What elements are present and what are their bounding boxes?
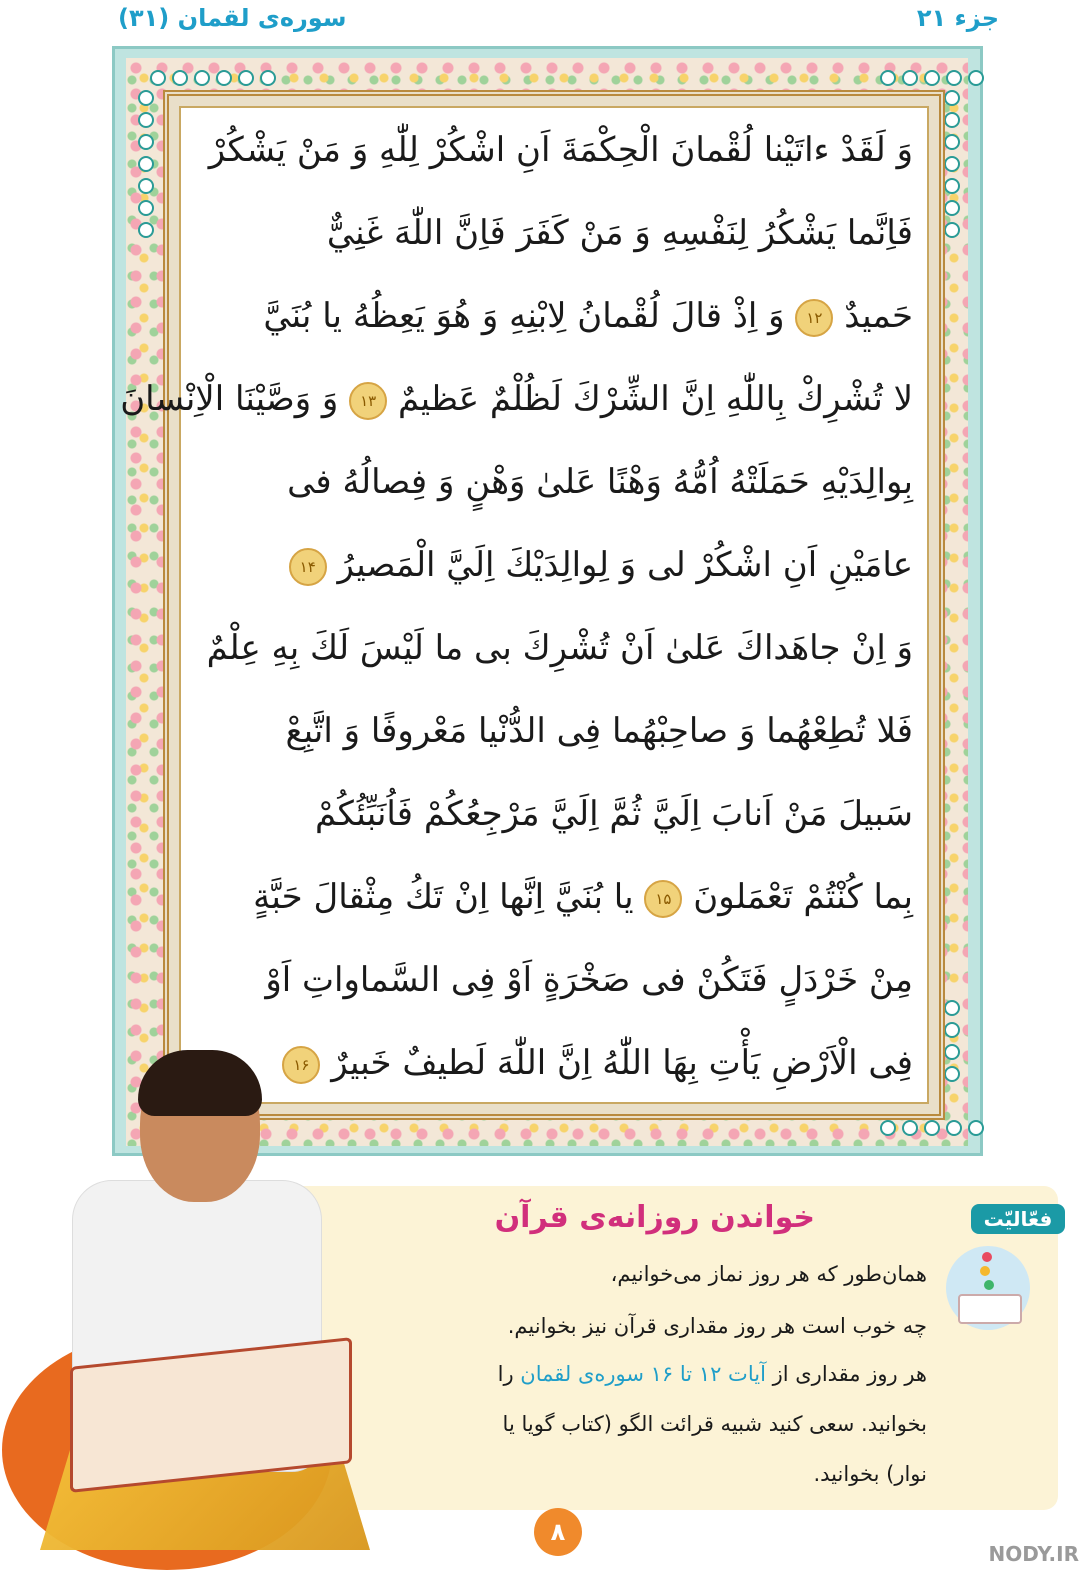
activity-line-1: همان‌طور که هر روز نماز می‌خوانیم،: [610, 1262, 927, 1286]
ayah-line-6: [195, 535, 913, 595]
activity-line-3-post: را: [497, 1362, 514, 1386]
ayah-line-10-start: بِما كُنْتُمْ تَعْمَلونَ: [693, 877, 913, 917]
ayah-marker-16: ۱۶: [282, 1046, 320, 1084]
ayah-line-9: سَبيلَ مَنْ اَنابَ اِلَيَّ ثُمَّ اِلَيَّ مَرْجِعُكُمْ فَاُنَبِّئُكُمْ: [315, 794, 913, 834]
dot-border-bottom-right: [880, 1120, 984, 1140]
ayah-marker-12: ۱۲: [795, 299, 833, 337]
juz-header: جزء ۲۱: [916, 4, 999, 32]
ayah-line-12: [195, 1033, 913, 1093]
ayah-line-3-start: حَميدٌ: [844, 296, 913, 336]
dot-border-top-right: [880, 70, 984, 90]
ayah-line-2: فَاِنَّما يَشْكُرُ لِنَفْسِهِ وَ مَنْ كَفَرَ فَاِنَّ اللّٰهَ غَنِيٌّ: [326, 213, 913, 253]
ayah-line-8: فَلا تُطِعْهُما وَ صاحِبْهُما فِى الدُّنْيا مَعْروفًا وَ اتَّبِعْ: [285, 711, 913, 751]
dot-border-top-left: [150, 70, 276, 90]
page-number: ۸: [534, 1508, 582, 1556]
ayah-line-3-tail: وَ اِذْ قالَ لُقْمانُ لِابْنِهِ وَ هُوَ يَعِظُهُ يا بُنَيَّ: [263, 296, 785, 336]
activity-line-5: نوار) بخوانید.: [813, 1462, 927, 1486]
dot-border-right-bottom: [944, 1000, 964, 1082]
activity-line-2: چه خوب است هر روز مقداری قرآن نیز بخوانیم.: [507, 1314, 927, 1338]
watermark: NODY.IR: [988, 1542, 1079, 1566]
ayah-marker-14: ۱۴: [289, 548, 327, 586]
ayah-line-12-text: فِى الْاَرْضِ يَأْتِ بِهَا اللّٰهُ اِنَّ اللّٰهَ لَطيفٌ خَبيرٌ: [331, 1043, 913, 1083]
ayah-line-10-tail: يا بُنَيَّ اِنَّها اِنْ تَكُ مِثْقالَ حَبَّةٍ: [253, 877, 634, 917]
ayah-line-7: وَ اِنْ جاهَداكَ عَلىٰ اَنْ تُشْرِكَ بى ما لَيْسَ لَكَ بِهِ عِلْمٌ: [206, 628, 913, 668]
ayah-marker-15: ۱۵: [644, 880, 682, 918]
ayah-line-4-start: لا تُشْرِكْ بِاللّٰهِ اِنَّ الشِّرْكَ لَظُلْمٌ عَظيمٌ: [397, 379, 913, 419]
ayah-line-5: بِوالِدَيْهِ حَمَلَتْهُ اُمُّهُ وَهْنًا عَلىٰ وَهْنٍ وَ فِصالُهُ فى: [287, 462, 913, 502]
ayah-line-3: [195, 286, 913, 346]
boy-hair: [138, 1050, 262, 1116]
activity-line-4: بخوانید. سعی کنید شبیه قرائت الگو (کتاب گویا یا: [502, 1412, 927, 1436]
ayah-line-4: [120, 369, 913, 429]
ayah-line-6-text: عامَيْنِ اَنِ اشْكُرْ لى وَ لِوالِدَيْكَ اِلَيَّ الْمَصيرُ: [337, 545, 913, 585]
dot-border-right: [944, 90, 964, 238]
ayah-line-10: [195, 867, 913, 927]
activity-line-3: [407, 1362, 927, 1386]
activity-title: خواندن روزانه‌ی قرآن: [494, 1200, 815, 1235]
activity-line-3-pre: هر روز مقداری از: [772, 1362, 927, 1386]
activity-highlight: آیات ۱۲ تا ۱۶ سوره‌ی لقمان: [520, 1362, 766, 1386]
ayah-line-11: مِنْ خَرْدَلٍ فَتَكُنْ فى صَخْرَةٍ اَوْ فِى السَّماواتِ اَوْ: [265, 960, 913, 1000]
ayah-line-4-tail: وَ وَصَّيْنَا الْاِنْسانَ: [120, 379, 339, 419]
activity-badge: فعّالیّت: [971, 1204, 1065, 1234]
ayah-marker-13: ۱۳: [349, 382, 387, 420]
dot-border-left: [138, 90, 158, 238]
quran-stand-icon: [946, 1246, 1030, 1330]
surah-header: سوره‌ی لقمان (۳۱): [118, 4, 347, 32]
ayah-line-1: وَ لَقَدْ ءاتَيْنا لُقْمانَ الْحِكْمَةَ اَنِ اشْكُرْ لِلّٰهِ وَ مَنْ يَشْكُرْ: [208, 130, 913, 170]
